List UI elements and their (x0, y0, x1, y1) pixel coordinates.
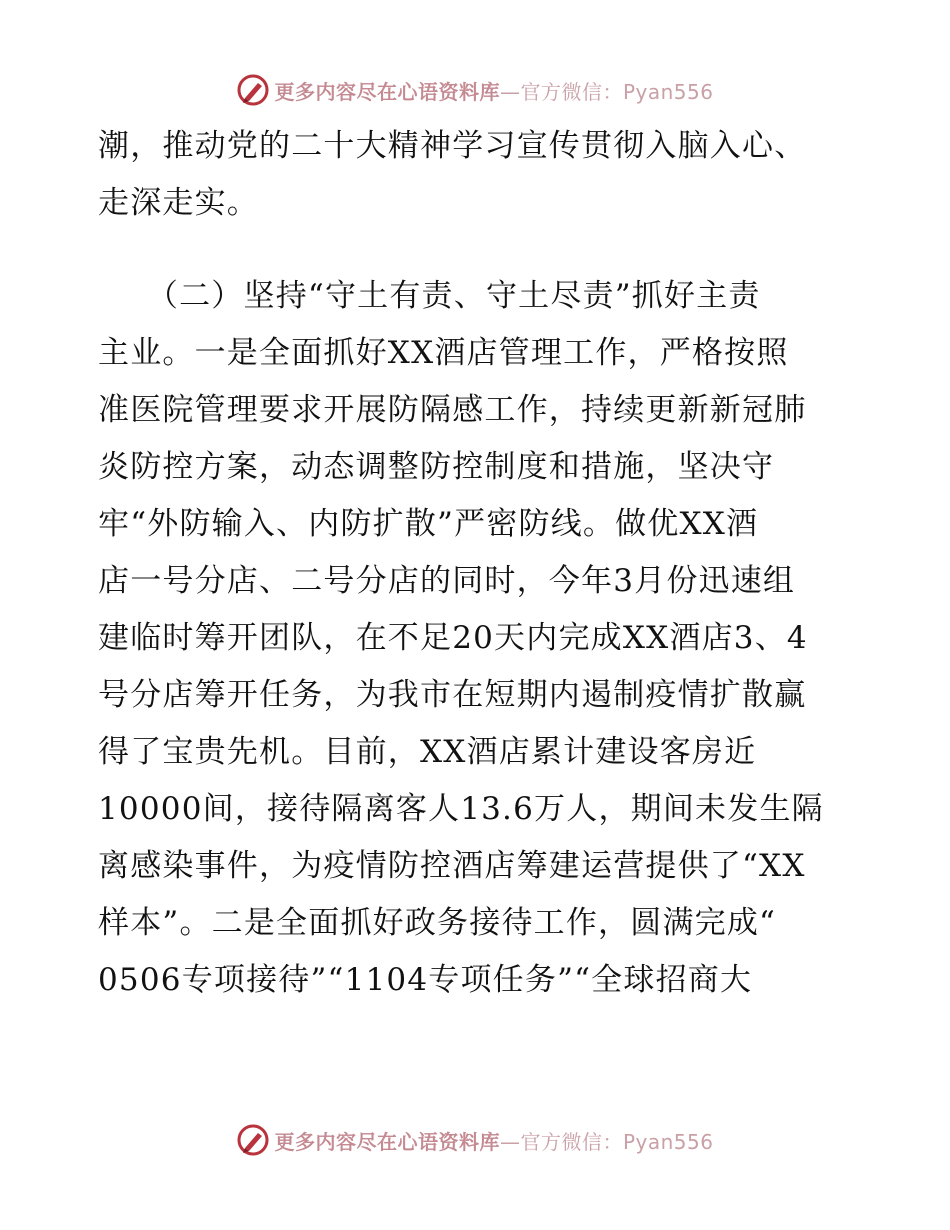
text-line: 10000间，接待隔离客人13.6万人，期间未发生隔 (98, 791, 824, 827)
text-line: 潮，推动党的二十大精神学习宣传贯彻入脑入心、 (98, 128, 807, 164)
watermark-contact: 官方微信：Pyan556 (520, 79, 714, 104)
text-line: 牢“外防输入、内防扩散”严密防线。做优XX酒 (98, 506, 759, 542)
watermark-separator: — (499, 79, 521, 104)
pen-circle-logo-icon (236, 73, 270, 107)
text-line: 样本”。二是全面抓好政务接待工作，圆满完成“ (98, 905, 777, 941)
watermark-title: 更多内容尽在心语资料库 (274, 79, 500, 104)
watermark-separator: — (499, 1129, 521, 1154)
document-body (98, 118, 850, 1009)
footer-watermark (0, 1120, 950, 1160)
text-line: （二）坚持“守土有责、守土尽责”抓好主责 (98, 278, 761, 314)
watermark-title: 更多内容尽在心语资料库 (274, 1129, 500, 1154)
text-line: 准医院管理要求开展防隔感工作，持续更新新冠肺 (98, 392, 807, 428)
pen-circle-logo-icon (236, 1123, 270, 1157)
text-line: 炎防控方案，动态调整防控制度和措施，坚决守 (98, 449, 775, 485)
text-line: 0506专项接待”“1104专项任务”“全球招商大 (98, 962, 753, 998)
watermark-contact: 官方微信：Pyan556 (520, 1129, 714, 1154)
text-line: 店一号分店、二号分店的同时，今年3月份迅速组 (98, 563, 796, 599)
text-line: 得了宝贵先机。目前，XX酒店累计建设客房近 (98, 734, 757, 770)
text-line: 号分店筹开任务，为我市在短期内遏制疫情扩散赢 (98, 677, 807, 713)
text-line: 主业。一是全面抓好XX酒店管理工作，严格按照 (98, 335, 789, 371)
header-watermark (0, 70, 950, 110)
text-line: 建临时筹开团队，在不足20天内完成XX酒店3、4 (98, 620, 808, 656)
text-line: 离感染事件，为疫情防控酒店筹建运营提供了“XX (98, 848, 806, 884)
text-line: 走深走实。 (98, 185, 259, 221)
